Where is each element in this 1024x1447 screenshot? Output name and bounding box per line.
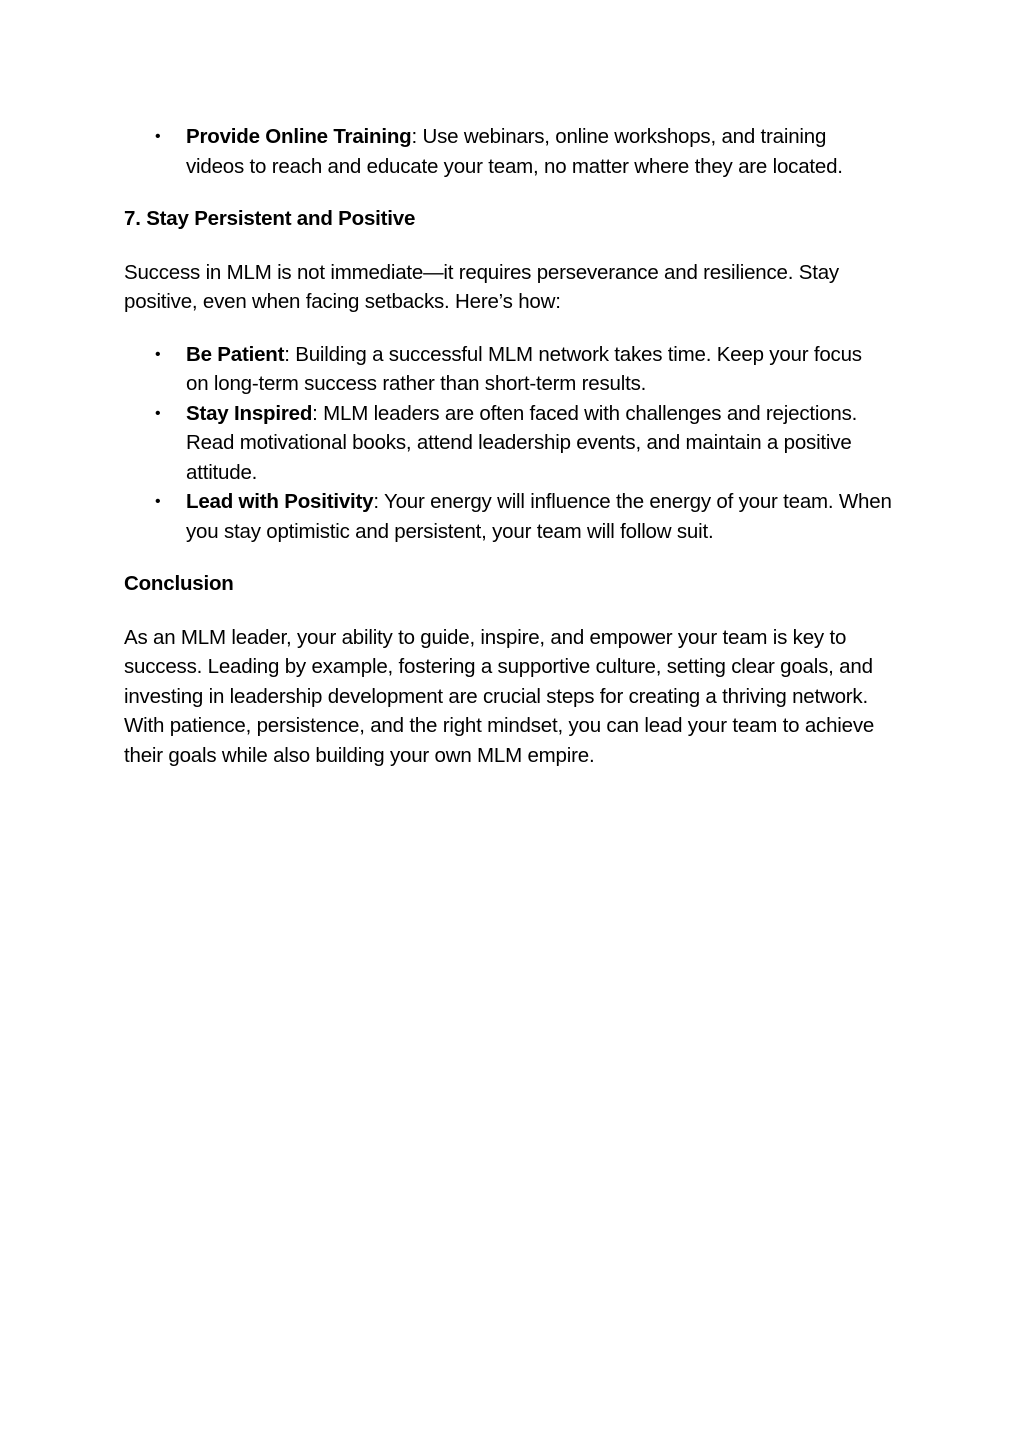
conclusion-heading: Conclusion [124,572,234,595]
document-body [124,122,904,770]
list-item-term: Lead with Positivity [186,490,374,513]
list-item [124,122,886,181]
bullet-icon: • [155,345,161,363]
list-item-text: : Use webinars, online workshops, and training videos to reach and educate your team, no matter where they are located. [186,125,843,178]
list-item-term: Stay Inspired [186,401,313,425]
training-list [124,122,904,181]
list-item-text: : Building a successful MLM network takes time. Keep your focus on long-term success rather than short-term results. [186,342,862,395]
list-item [124,340,886,399]
bullet-icon: • [155,404,161,422]
list-item-term: Provide Online Training [186,125,412,148]
section-heading: 7. Stay Persistent and Positive [124,207,416,230]
list-item-text: : Your energy will influence the energy of your team. When you stay optimistic and persistent, your team will follow suit. [186,490,892,543]
list-item [124,487,906,546]
conclusion-text: As an MLM leader, your ability to guide, inspire, and empower your team is key to success. Leading by example, fostering a supportive culture, setting clear goals, and investing in leadership development are crucial steps for creating a thriving network. With patience, persistence, and the right mindset, you can lead your team to achieve their goals while also building your own MLM empire. [124,625,875,767]
bullet-icon: • [155,493,161,510]
list-item [124,399,866,488]
persistence-list [124,340,904,547]
section-intro: Success in MLM is not immediate—it requires perseverance and resilience. Stay positive, even when facing setbacks. Here’s how: [124,260,839,313]
bullet-icon: • [155,128,161,145]
list-item-text: : MLM leaders are often faced with challenges and rejections. Read motivational books, attend leadership events, and maintain a positive attitude. [186,401,858,484]
list-item-term: Be Patient [186,342,285,366]
